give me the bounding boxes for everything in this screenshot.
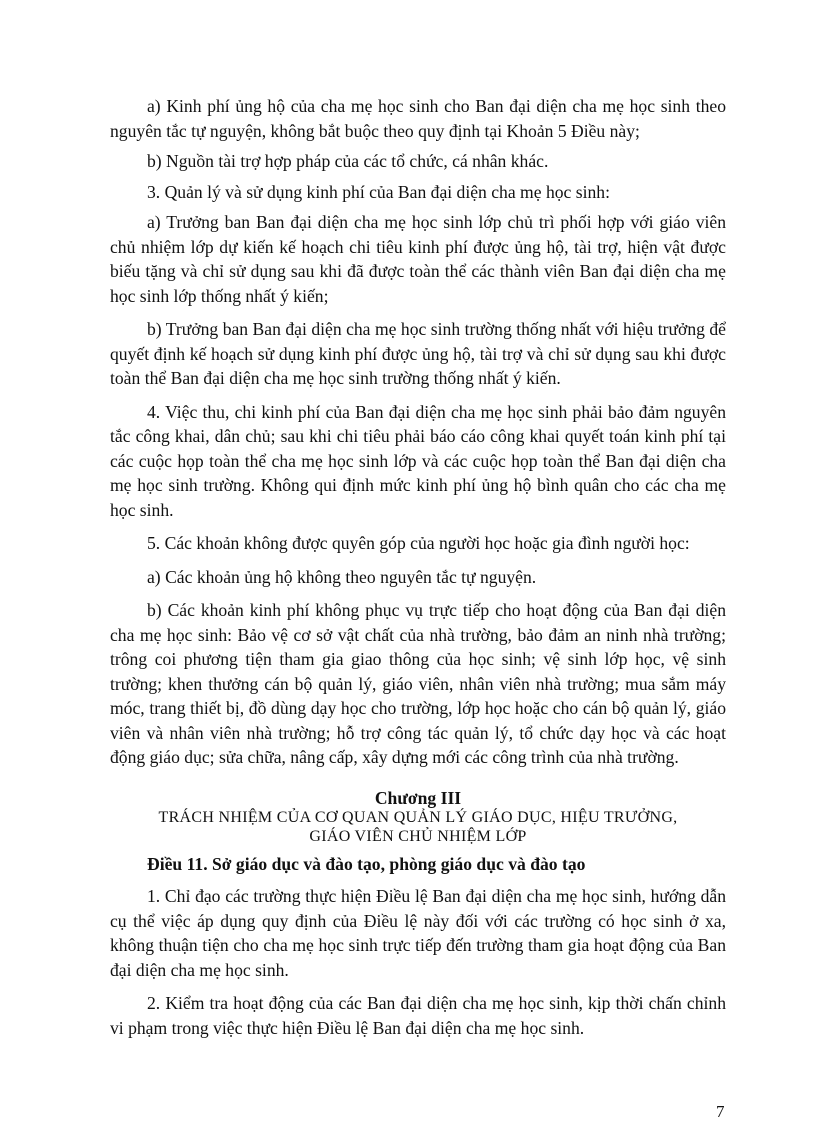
paragraph-funding-parents: a) Kinh phí ủng hộ của cha mẹ học sinh cho Ban đại diện cha mẹ học sinh theo nguyên tắc tự nguyện, không bắt buộc theo quy định tại Khoản 5 Điều này; [110, 96, 726, 141]
chapter-subtitle-line-2: GIÁO VIÊN CHỦ NHIỆM LỚP [309, 827, 527, 845]
chapter-title: Chương III [374, 787, 462, 808]
paragraph-clause-5a: a) Các khoản ủng hộ không theo nguyên tắc tự nguyện. [147, 566, 537, 587]
paragraph-clause-3b: b) Trưởng ban Ban đại diện cha mẹ học sinh trường thống nhất với hiệu trưởng để quyết định kế hoạch sử dụng kinh phí được ủng hộ, tài trợ và chỉ sử dụng sau khi được toàn thể Ban đại diện cha mẹ học sinh trường thống nhất ý kiến. [110, 319, 726, 388]
page-number: 7 [716, 1102, 725, 1121]
paragraph-clause-5b: b) Các khoản kinh phí không phục vụ trực tiếp cho hoạt động của Ban đại diện cha mẹ học sinh: Bảo vệ cơ sở vật chất của nhà trường, bảo đảm an ninh nhà trường; trông coi phương tiện tham gia giao thông của học sinh; vệ sinh lớp học, vệ sinh trường; khen thưởng cán bộ quản lý, giáo viên, nhân viên nhà trường; mua sắm máy móc, trang thiết bị, đồ dùng dạy học cho trường, lớp học hoặc cho cán bộ quản lý, giáo viên và nhân viên nhà trường; hỗ trợ công tác quản lý, tổ chức dạy học và các hoạt động giáo dục; sửa chữa, nâng cấp, xây dựng mới các công trình của nhà trường. [110, 600, 726, 767]
paragraph-clause-5: 5. Các khoản không được quyên góp của người học hoặc gia đình người học: [147, 533, 690, 553]
document-body [110, 94, 726, 1049]
article-heading: Điều 11. Sở giáo dục và đào tạo, phòng giáo dục và đào tạo [147, 853, 586, 874]
paragraph-funding-sponsors: b) Nguồn tài trợ hợp pháp của các tổ chức, cá nhân khác. [147, 151, 549, 171]
paragraph-clause-3: 3. Quản lý và sử dụng kinh phí của Ban đại diện cha mẹ học sinh: [147, 181, 610, 202]
article-paragraph: 2. Kiểm tra hoạt động của các Ban đại diện cha mẹ học sinh, kịp thời chấn chỉnh vi phạm trong việc thực hiện Điều lệ Ban đại diện cha mẹ học sinh. [110, 993, 726, 1038]
article-paragraph: 1. Chỉ đạo các trường thực hiện Điều lệ Ban đại diện cha mẹ học sinh, hướng dẫn cụ thể việc áp dụng quy định của Điều lệ này đối với các trường có học sinh ở xa, không thuận tiện cho cha mẹ học sinh trực tiếp đến trường tham gia hoạt động của Ban đại diện cha mẹ học sinh. [110, 886, 726, 980]
chapter-subtitle-line-1: TRÁCH NHIỆM CỦA CƠ QUAN QUẢN LÝ GIÁO DỤC, HIỆU TRƯỞNG, [158, 808, 678, 826]
paragraph-clause-3a: a) Trưởng ban Ban đại diện cha mẹ học sinh lớp chủ trì phối hợp với giáo viên chủ nhiệm lớp dự kiến kế hoạch chi tiêu kinh phí được ủng hộ, tài trợ, hiện vật được biếu tặng và chỉ sử dụng sau khi đã được toàn thể các thành viên Ban đại diện cha mẹ học sinh lớp thống nhất ý kiến; [110, 212, 726, 306]
paragraph-clause-4: 4. Việc thu, chi kinh phí của Ban đại diện cha mẹ học sinh phải bảo đảm nguyên tắc công khai, dân chủ; sau khi chi tiêu phải báo cáo công khai quyết toán kinh phí tại các cuộc họp toàn thể cha mẹ học sinh lớp và các cuộc họp toàn thể Ban đại diện cha mẹ học sinh trường. Không qui định mức kinh phí ủng hộ bình quân cho các cha mẹ học sinh. [110, 401, 726, 520]
